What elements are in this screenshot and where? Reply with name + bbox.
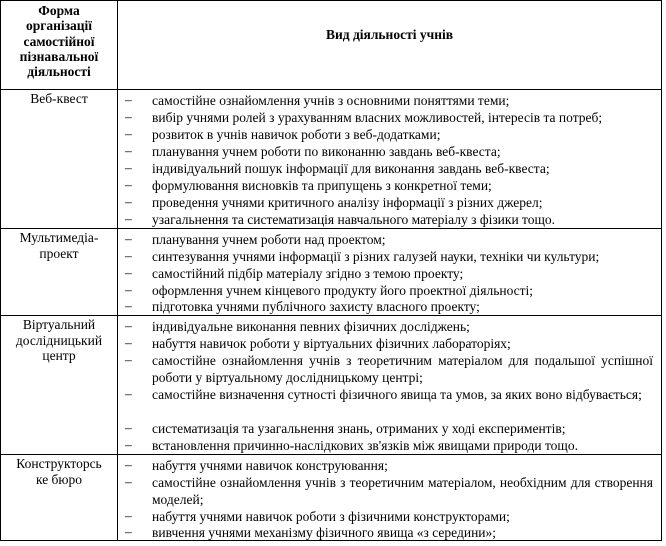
header-form-line: діяльності [27,64,91,80]
item-text: формулювання висновків та припущень з конкретної теми; [152,178,492,193]
item-text: самостійне ознайомлення учнів з основними поняттями теми; [152,93,510,108]
dash: – [125,282,132,297]
dash: – [125,265,132,280]
item-text: узагальнення та систематизація навчального матеріалу з фізики тощо. [152,212,556,227]
item-text: самостійне ознайомлення учнів з теоретичним матеріалом для подальшої успішної роботи у віртуальному дослідницькому центрі; [152,353,653,385]
item-text: синтезування учнями інформації з різних галузей науки, техніки чи культури; [152,249,600,264]
item-text: розвиток в учнів навичок роботи з веб-додатками; [152,127,441,142]
form-line: Веб-квест [30,91,88,106]
dash: – [125,194,132,209]
item-text: вибір учнями ролей з урахуванням власних можливостей, інтересів та потреб; [152,110,603,125]
dash: – [125,524,132,539]
dash: – [125,335,132,350]
header-form-line: самостійної [23,33,95,49]
item-text: набуття навичок роботи у віртуальних фізичних лабораторіях; [152,336,511,351]
item-text: вивчення учнями механізму фізичного явища «з середини»; [152,525,497,540]
dash: – [125,437,132,452]
dash: – [125,508,132,523]
row-divider [1,228,661,229]
dash: – [125,92,132,107]
item-text: підготовка учнями публічного захисту власного проекту; [152,299,480,314]
dash: – [125,474,132,489]
form-line: Конструкторсь [16,456,102,471]
dash: – [125,211,132,226]
item-text: оформлення учнем кінцевого продукту його проектної діяльності; [152,283,534,298]
row-divider [1,315,661,316]
form-line: дослідницький [15,332,103,348]
form-line: ке бюро [35,471,83,487]
item-text: індивідуальний пошук інформації для виконання завдань веб-квеста; [152,161,550,176]
item-text: набуття учнями навичок роботи з фізичними конструкторами; [152,509,510,524]
item-text: систематизація та узагальнення знань, отриманих у ході експериментів; [152,421,566,436]
dash: – [125,352,132,367]
dash: – [125,177,132,192]
header-form-line: організації [25,18,93,34]
header-activity: Вид діяльності учнів [325,27,454,42]
dash: – [125,126,132,141]
item-text: самостійне визначення сутності фізичного явища та умов, за яких воно відбувається; [152,387,642,402]
form-line: центр [42,348,76,363]
header-form [1,3,117,79]
item-text: набуття учнями навичок конструювання; [152,458,388,473]
item-text: встановлення причинно-наслідкових зв'язків між явищами природи тощо. [152,438,578,453]
dash: – [125,298,132,313]
header-form-line: пізнавальної [19,48,99,64]
dash: – [125,457,132,472]
form-cell [3,230,115,261]
item-text: проведення учнями критичного аналізу інформації з різних джерел; [152,195,543,210]
item-text: самостійне ознайомлення учнів з теоретичним матеріалом, необхідним для створення моделей; [152,475,653,507]
form-cell [3,317,115,364]
item-text: індивідуальне виконання певних фізичних досліджень; [152,319,470,334]
form-cell [3,91,115,107]
dash: – [125,420,132,435]
item-text: самостійний підбір матеріалу згідно з темою проекту; [152,266,464,281]
dash: – [125,109,132,124]
dash: – [125,318,132,333]
form-line: Віртуальний [22,317,96,332]
dash: – [125,143,132,158]
dash: – [125,231,132,246]
header-form-line: Форма [38,3,80,18]
form-cell [3,456,115,487]
item-text: планування учнем роботи над проектом; [152,232,386,247]
dash: – [125,160,132,175]
form-line: проект [39,245,79,261]
row-divider [1,89,661,90]
item-text: планування учнем роботи по виконанню завдань веб-квеста; [152,144,501,159]
dash: – [125,386,132,401]
row-divider [1,454,661,455]
column-divider [117,1,118,540]
form-line: Мультимедіа- [19,230,99,245]
dash: – [125,248,132,263]
